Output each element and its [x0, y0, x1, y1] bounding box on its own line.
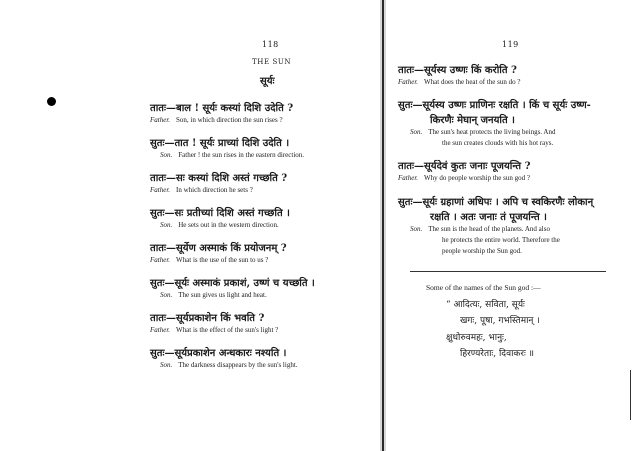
sun-names-heading: Some of the names of the Sun god :— [426, 283, 541, 292]
dialogue-line-sanskrit: तातः—बाल ! सूर्यः कस्यां दिशि उदेति ? [150, 103, 294, 114]
dialogue-line-english: Son. The sun is the head of the planets. And also [410, 225, 550, 233]
sun-names-verse-line: खगः, पूषा, गभस्तिमान् । [460, 316, 540, 326]
dialogue-line-english: Father. In which direction he sets ? [150, 186, 253, 194]
page-edge-line [630, 370, 631, 420]
chapter-heading-sanskrit: सूर्यः [260, 76, 275, 87]
dialogue-line-english: Son. The sun's heat protects the living beings. And [410, 128, 556, 136]
dialogue-line-english: Father. What does the heat of the sun do ? [398, 78, 521, 86]
dialogue-line-sanskrit: तातः—सूर्येण अस्माकं किं प्रयोजनम् ? [150, 243, 287, 254]
right-page [386, 0, 638, 451]
dialogue-line-sanskrit-continued: किरणैः मेघान् जनयति । [430, 115, 515, 126]
section-divider [410, 271, 606, 272]
dialogue-line-sanskrit: सुतः—सूर्यः ग्रहाणां अधिपः । अपि च स्वकिरणैः लोकान् [398, 197, 594, 208]
left-page-number: 118 [262, 40, 279, 49]
dialogue-line-sanskrit: सुतः—तात ! सूर्यः प्राच्यां दिशि उदेति । [150, 138, 290, 149]
dialogue-line-sanskrit: तातः—सूर्यस्य उष्णः किं करोति ? [398, 65, 517, 76]
dialogue-line-english: Father. What is the use of the sun to us ? [150, 256, 269, 264]
dialogue-line-english: Son. The sun gives us light and heat. [160, 291, 267, 299]
dialogue-line-sanskrit: सुतः—सूर्यस्य उष्णः प्राणिनः रक्षति । किं च सूर्यः उष्ण- [398, 100, 591, 111]
chapter-title: THE SUN [252, 58, 292, 66]
dialogue-line-english: Son. He sets out in the western direction. [160, 221, 279, 229]
dialogue-line-english: Son. Father ! the sun rises in the eastern direction. [160, 151, 305, 159]
dialogue-line-sanskrit-continued: रक्षति । अतः जनाः तं पूजयन्ति । [430, 212, 547, 223]
dialogue-line-sanskrit: तातः—सूर्यदेवं कुतः जनाः पूजयन्ति ? [398, 161, 531, 172]
sun-names-verse-line: “ आदित्यः, सविता, सूर्यः [446, 300, 525, 310]
ink-blot [47, 97, 56, 106]
gutter-line [382, 0, 384, 451]
sun-names-verse-line: हिरण्यरेताः, दिवाकरः ॥ [460, 349, 535, 359]
dialogue-line-english: Father. Son, in which direction the sun rises ? [150, 116, 283, 124]
dialogue-line-sanskrit: तातः—सः कस्यां दिशि अस्तं गच्छति ? [150, 173, 288, 184]
dialogue-line-sanskrit: सुतः—सूर्यः अस्माकं प्रकाशं, उष्णं च यच्छति । [150, 278, 315, 289]
dialogue-line-english: Father. What is the effect of the sun's light ? [150, 326, 279, 334]
dialogue-line-english-continued: the sun creates clouds with his hot rays. [442, 139, 554, 147]
dialogue-line-english: Father. Why do people worship the sun god ? [398, 174, 530, 182]
sun-names-verse-line: क्षुधोरुवमहः, भानुः, [446, 333, 507, 343]
dialogue-line-sanskrit: सुतः—सूर्यप्रकाशेन अन्धकारः नश्यति । [150, 348, 287, 359]
dialogue-line-english-continued: he protects the entire world. Therefore the [442, 236, 560, 244]
dialogue-line-sanskrit: सुतः—सः प्रतीच्यां दिशि अस्तं गच्छति । [150, 208, 290, 219]
dialogue-line-english-continued: people worship the Sun god. [442, 247, 522, 255]
dialogue-line-sanskrit: तातः—सूर्यप्रकाशेन किं भवति ? [150, 313, 265, 324]
right-page-number: 119 [502, 40, 519, 49]
dialogue-line-english: Son. The darkness disappears by the sun's light. [160, 361, 298, 369]
